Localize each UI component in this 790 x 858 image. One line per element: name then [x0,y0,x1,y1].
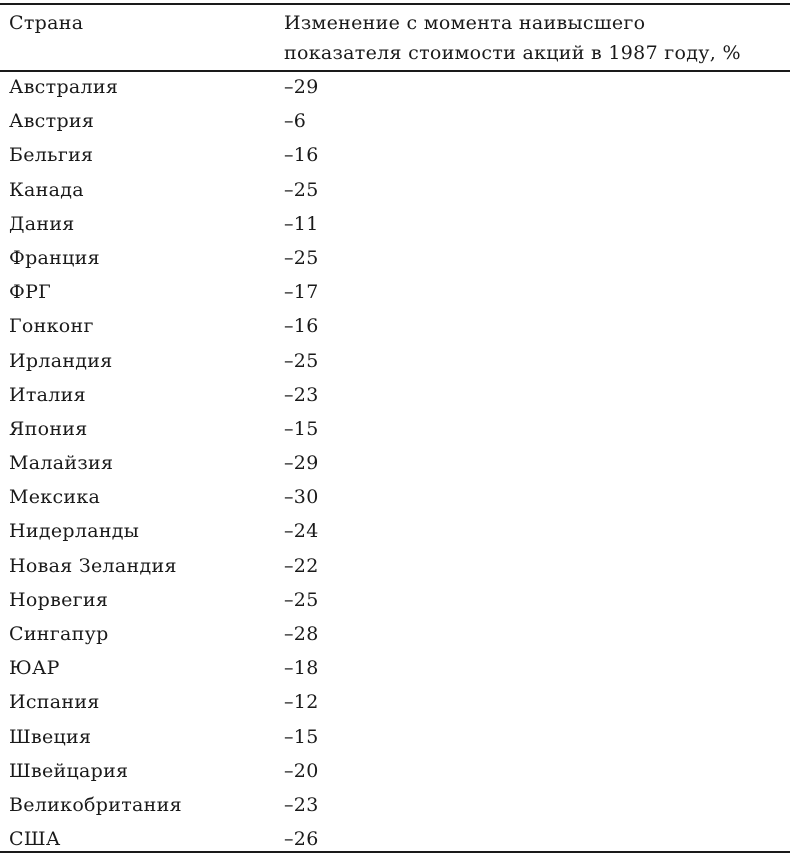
header-change-line2: показателя стоимости акций в 1987 году, % [284,42,741,64]
cell-country: Швейцария [9,759,129,782]
cell-change-value: –12 [284,691,319,714]
table-row [0,72,790,106]
cell-change-value: –29 [284,452,319,475]
table-row [0,380,790,414]
table-row [0,346,790,380]
cell-change-value: –29 [284,76,319,98]
table-row [0,311,790,345]
cell-change-value: –25 [284,178,319,201]
table-row [0,516,790,550]
cell-change-value: –23 [284,793,319,816]
cell-country: Япония [9,417,88,440]
table-row [0,106,790,140]
cell-country: Дания [9,212,75,235]
cell-country: Испания [9,691,100,714]
table-row [0,653,790,687]
header-country: Страна [9,12,84,34]
table-row [0,756,790,790]
cell-country: Нидерланды [9,520,140,543]
table-body [0,72,790,858]
cell-change-value: –15 [284,417,319,440]
cell-change-value: –28 [284,623,319,645]
cell-country: Австралия [9,76,119,98]
table-row [0,448,790,482]
table-row [0,277,790,311]
cell-change-value: –26 [284,828,319,851]
cell-change-value: –24 [284,520,319,543]
cell-country: Бельгия [9,144,94,167]
table-row [0,175,790,209]
cell-country: ЮАР [9,657,60,680]
cell-change-value: –6 [284,110,307,133]
table-row [0,790,790,824]
table-row [0,209,790,243]
table-row [0,551,790,585]
table-bottom-rule [0,851,790,853]
cell-change-value: –25 [284,588,319,611]
cell-change-value: –16 [284,144,319,167]
cell-change-value: –22 [284,554,319,577]
table-row [0,722,790,756]
cell-country: Великобритания [9,793,182,816]
cell-country: Гонконг [9,315,94,338]
cell-country: Италия [9,383,86,406]
table-row [0,414,790,448]
table-header [0,5,790,70]
cell-change-value: –18 [284,657,319,680]
cell-country: Сингапур [9,623,109,645]
table-row [0,482,790,516]
cell-change-value: –30 [284,486,319,509]
table-row [0,619,790,653]
cell-country: Ирландия [9,349,113,372]
cell-change-value: –23 [284,383,319,406]
table-row [0,140,790,174]
cell-country: Швеция [9,725,92,748]
cell-change-value: –11 [284,212,319,235]
cell-country: Франция [9,246,100,269]
cell-change-value: –25 [284,349,319,372]
cell-country: ФРГ [9,281,52,304]
cell-country: Малайзия [9,452,114,475]
cell-country: Новая Зеландия [9,554,177,577]
cell-change-value: –25 [284,246,319,269]
cell-change-value: –15 [284,725,319,748]
header-change [284,8,784,68]
cell-country: Норвегия [9,588,109,611]
cell-change-value: –16 [284,315,319,338]
cell-change-value: –17 [284,281,319,304]
cell-change-value: –20 [284,759,319,782]
header-change-line1: Изменение с момента наивысшего [284,12,646,34]
table-row [0,687,790,721]
cell-country: Австрия [9,110,95,133]
table-row [0,243,790,277]
cell-country: США [9,828,61,851]
table-row [0,585,790,619]
cell-country: Мексика [9,486,101,509]
cell-country: Канада [9,178,84,201]
